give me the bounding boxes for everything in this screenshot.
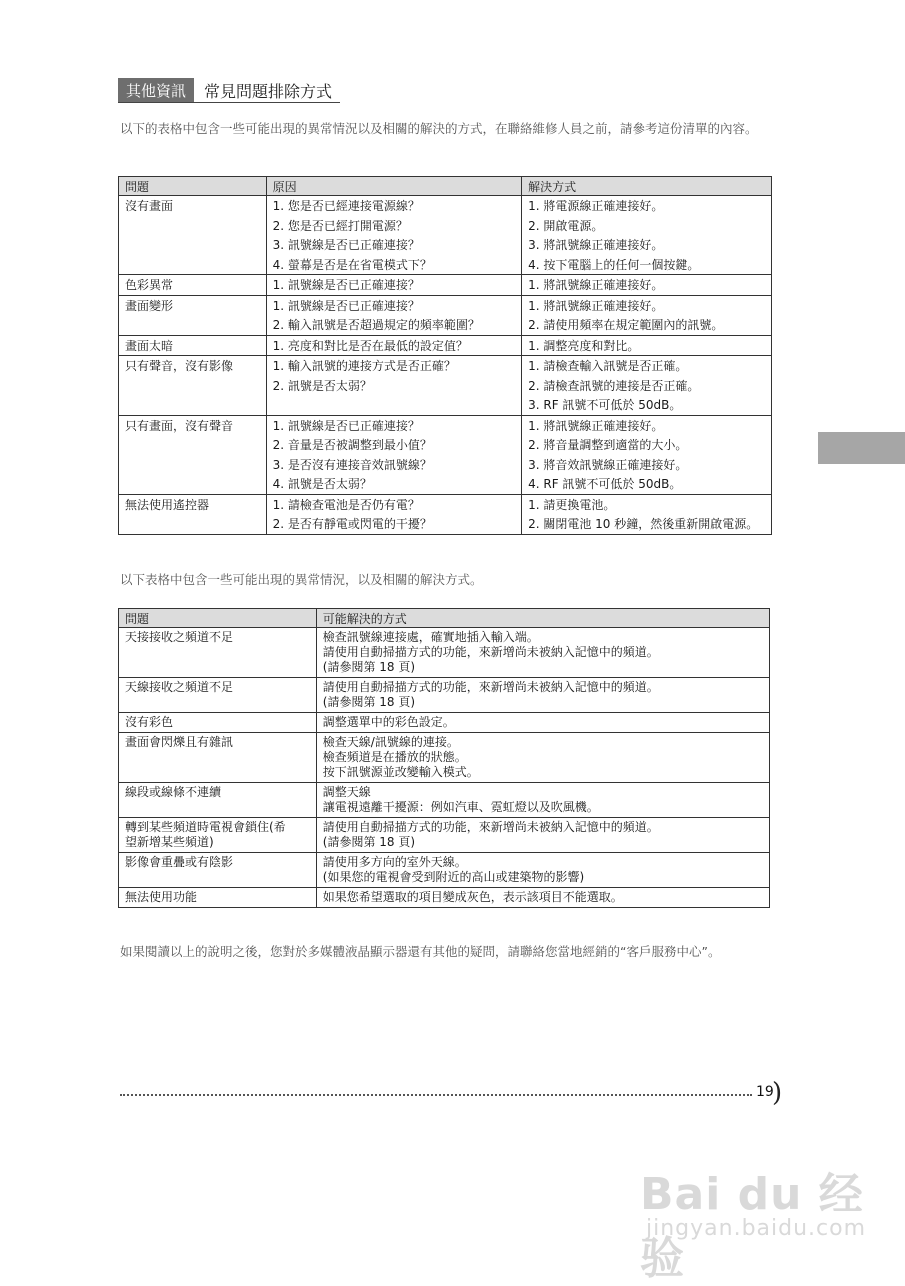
page-number-bracket: ) [772,1078,783,1108]
solution-line: 檢查訊號線連接處，確實地插入輸入端。 [322,630,539,644]
problem-line: 天線接收之頻道不足 [125,680,234,694]
solution-line: (請參閱第 18 頁) [322,660,416,674]
problem-cell [119,455,267,475]
problem-cell [119,435,267,455]
solution-line: 如果您希望選取的項目變成灰色，表示該項目不能選取。 [322,890,623,904]
solution-cell [316,783,769,818]
solution-line: 檢查頻道是在播放的狀態。 [322,750,467,764]
problem-cell [119,783,317,818]
problem-cell [119,514,267,534]
solution-cell: 2. 開啟電源。 [522,216,772,236]
cause-cell [266,395,521,415]
solution-cell: 4. RF 訊號不可低於 50dB。 [522,474,772,494]
table-row [119,415,772,435]
solution-cell: 1. 調整亮度和對比。 [522,335,772,356]
solution-cell [316,713,769,733]
problem-cell [119,818,317,853]
page-number: 19 [756,1084,774,1100]
solution-cell [316,733,769,783]
solution-cell: 1. 將訊號線正確連接好。 [522,295,772,315]
table-row [119,494,772,514]
table-row [119,335,772,356]
problem-cell [119,628,317,678]
table-header-row [119,177,772,196]
dotted-leader [120,1094,752,1096]
table-row [119,196,772,216]
problem-cell [119,853,317,888]
solution-cell: 1. 將訊號線正確連接好。 [522,415,772,435]
table-row [119,435,772,455]
problem-line: 影像會重疊或有陰影 [125,855,234,869]
solution-cell: 2. 請使用頻率在規定範圍內的訊號。 [522,315,772,335]
solution-cell [316,678,769,713]
cause-cell: 1. 亮度和對比是否在最低的設定值？ [266,335,521,356]
solution-cell: 2. 請檢查訊號的連接是否正確。 [522,376,772,396]
header-problem: 問題 [119,177,267,196]
table-row [119,713,770,733]
problem-line: 望新增某些頻道) [125,835,214,849]
problem-line: 沒有彩色 [125,715,174,729]
table-row [119,235,772,255]
table-row [119,216,772,236]
solution-line: (請參閱第 18 頁) [322,835,416,849]
cause-cell: 4. 螢幕是否是在省電模式下？ [266,255,521,275]
page-footer [120,1078,783,1108]
table-row [119,356,772,376]
problem-cell [119,733,317,783]
table-row [119,514,772,534]
table-row [119,818,770,853]
solution-line: 請使用自動掃描方式的功能，來新增尚未被納入記憶中的頻道。 [322,820,659,834]
problem-cell: 色彩異常 [119,275,267,296]
solution-cell: 1. 將訊號線正確連接好。 [522,275,772,296]
cause-cell: 1. 輸入訊號的連接方式是否正確？ [266,356,521,376]
problem-cell [119,315,267,335]
table-row [119,315,772,335]
section-tag: 其他資訊 [118,78,194,102]
problem-cell: 只有畫面，沒有聲音 [119,415,267,435]
problem-cell: 沒有畫面 [119,196,267,216]
solution-line: (如果您的電視會受到附近的高山或建築物的影響) [322,870,585,884]
solution-cell: 3. RF 訊號不可低於 50dB。 [522,395,772,415]
watermark-url: jingyan.baidu.com [646,1216,867,1241]
table-row [119,628,770,678]
cause-cell: 2. 是否有靜電或閃電的干擾？ [266,514,521,534]
problem-cell [119,255,267,275]
solution-line: (請參閱第 18 頁) [322,695,416,709]
baidu-watermark [640,1150,880,1284]
solution-cell: 1. 請更換電池。 [522,494,772,514]
table-row [119,733,770,783]
troubleshooting-table-1 [118,176,772,535]
cause-cell: 2. 音量是否被調整到最小值？ [266,435,521,455]
section-title: 常見問題排除方式 [204,81,333,101]
problem-cell [119,474,267,494]
section-header [118,78,340,103]
cause-cell: 1. 訊號線是否已正確連接？ [266,295,521,315]
header-problem: 問題 [119,609,317,628]
cause-cell: 4. 訊號是否太弱？ [266,474,521,494]
cause-cell: 3. 是否沒有連接音效訊號線？ [266,455,521,475]
problem-line: 無法使用功能 [125,890,198,904]
solution-line: 檢查天線/訊號線的連接。 [322,735,459,749]
table-row [119,455,772,475]
problem-cell: 畫面太暗 [119,335,267,356]
header-solution: 解決方式 [522,177,772,196]
table-row [119,395,772,415]
intro-paragraph-2: 以下表格中包含一些可能出現的異常情況，以及相關的解決方式。 [120,572,483,587]
watermark-logo: Bai du 经验 [640,1169,864,1284]
solution-cell: 2. 將音量調整到適當的大小。 [522,435,772,455]
solution-line: 請使用自動掃描方式的功能，來新增尚未被納入記憶中的頻道。 [322,680,659,694]
table-row [119,255,772,275]
table-row [119,295,772,315]
solution-line: 請使用多方向的室外天線。 [322,855,467,869]
table-row [119,853,770,888]
solution-cell: 2. 關閉電池 10 秒鐘，然後重新開啟電源。 [522,514,772,534]
problem-cell: 只有聲音，沒有影像 [119,356,267,376]
problem-line: 線段或線條不連續 [125,785,222,799]
solution-line: 讓電視遠離干擾源：例如汽車、霓虹燈以及吹風機。 [322,800,599,814]
side-tab-marker [818,432,905,464]
solution-cell: 1. 請檢查輸入訊號是否正確。 [522,356,772,376]
solution-line: 調整天線 [322,785,371,799]
table-row [119,678,770,713]
cause-cell: 1. 您是否已經連接電源線？ [266,196,521,216]
problem-line: 天接接收之頻道不足 [125,630,234,644]
cause-cell: 1. 訊號線是否已正確連接？ [266,415,521,435]
problem-cell [119,395,267,415]
cause-cell: 1. 請檢查電池是否仍有電？ [266,494,521,514]
problem-cell: 畫面變形 [119,295,267,315]
cause-cell: 2. 輸入訊號是否超過規定的頻率範圍？ [266,315,521,335]
closing-paragraph: 如果閱讀以上的說明之後，您對於多媒體液晶顯示器還有其他的疑問，請聯絡您當地經銷的“客戶服務中心”。 [120,944,721,959]
header-cause: 原因 [266,177,521,196]
problem-cell [119,376,267,396]
table-row [119,376,772,396]
table-row [119,275,772,296]
problem-line: 轉到某些頻道時電視會鎖住(希 [125,820,286,834]
table-header-row [119,609,770,628]
solution-cell [316,818,769,853]
header-possible-solution: 可能解決的方式 [316,609,769,628]
solution-cell [316,888,769,908]
problem-line: 畫面會閃爍且有雜訊 [125,735,234,749]
solution-line: 按下訊號源並改變輸入模式。 [322,765,479,779]
problem-cell [119,235,267,255]
solution-cell: 3. 將訊號線正確連接好。 [522,235,772,255]
table-row [119,474,772,494]
solution-cell: 3. 將音效訊號線正確連接好。 [522,455,772,475]
cause-cell: 3. 訊號線是否已正確連接？ [266,235,521,255]
table-row [119,783,770,818]
table-row [119,888,770,908]
troubleshooting-table-2 [118,608,770,908]
solution-line: 調整選單中的彩色設定。 [322,715,455,729]
problem-cell [119,713,317,733]
problem-cell [119,888,317,908]
cause-cell: 2. 您是否已經打開電源？ [266,216,521,236]
problem-cell: 無法使用遙控器 [119,494,267,514]
solution-cell [316,628,769,678]
solution-cell: 1. 將電源線正確連接好。 [522,196,772,216]
cause-cell: 1. 訊號線是否已正確連接？ [266,275,521,296]
intro-paragraph-1: 以下的表格中包含一些可能出現的異常情況以及相關的解決的方式，在聯絡維修人員之前，請參考這份清單的內容。 [120,121,758,136]
solution-cell [316,853,769,888]
solution-line: 請使用自動掃描方式的功能，來新增尚未被納入記憶中的頻道。 [322,645,659,659]
solution-cell: 4. 按下電腦上的任何一個按鍵。 [522,255,772,275]
problem-cell [119,216,267,236]
cause-cell: 2. 訊號是否太弱？ [266,376,521,396]
problem-cell [119,678,317,713]
